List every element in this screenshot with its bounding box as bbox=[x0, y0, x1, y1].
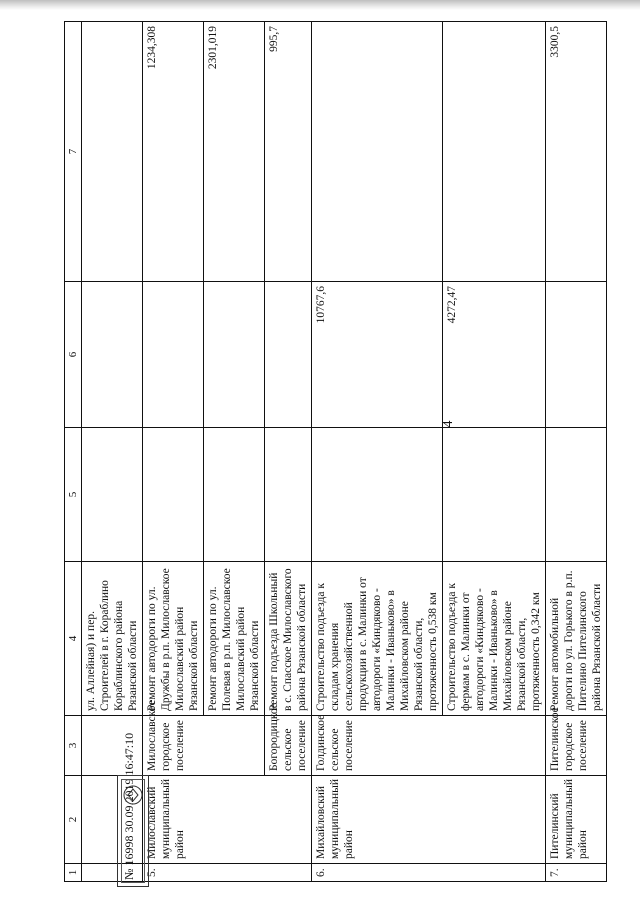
settlement-cell: Голдинское сельское поселение bbox=[312, 716, 546, 776]
value-col6 bbox=[82, 282, 143, 428]
row-number: 5. bbox=[143, 864, 312, 882]
object-cell: Ремонт автомобильной дороги по ул. Горького в р.п. Пителино Пителинского района Рязанской области bbox=[546, 562, 607, 716]
registry-number: № 16998 30.09.2019 16:47:10 bbox=[122, 732, 136, 880]
value-col6 bbox=[546, 282, 607, 428]
object-cell: Ремонт автодороги по ул. Полевая в р.п. Милославское Милославский район Рязанской области bbox=[204, 562, 265, 716]
settlement-cell: Милославское городское поселение bbox=[143, 716, 265, 776]
header-cell: 4 bbox=[65, 562, 82, 716]
table-row bbox=[265, 22, 312, 882]
value-col7 bbox=[312, 22, 443, 282]
table-rotator bbox=[64, 22, 604, 882]
row-number: 7. bbox=[546, 864, 607, 882]
header-cell: 7 bbox=[65, 22, 82, 282]
page-number: 4 bbox=[441, 420, 456, 428]
value-col6 bbox=[265, 282, 312, 428]
value-col7: 995,7 bbox=[265, 22, 312, 282]
value-col6 bbox=[204, 282, 265, 428]
district-cell: Михайловский муниципальный район bbox=[312, 776, 546, 864]
scan-edge bbox=[0, 0, 640, 10]
value-col7: 3300,5 bbox=[546, 22, 607, 282]
value-col5 bbox=[546, 428, 607, 562]
table-row bbox=[546, 22, 607, 882]
settlement-cell: Пителинское городское поселение bbox=[546, 716, 607, 776]
district-cell: Пителинский муниципальный район bbox=[546, 776, 607, 864]
value-col5 bbox=[312, 428, 443, 562]
header-cell: 5 bbox=[65, 428, 82, 562]
header-cell: 6 bbox=[65, 282, 82, 428]
data-table bbox=[64, 21, 607, 882]
object-cell: Строительство подъезда к фермам в с. Малинки от автодороги «Киндяково - Малинки - Иваньково» в Михайловском районе Рязанской области, протяженность 0,342 км bbox=[443, 562, 546, 716]
value-col7: 2301,019 bbox=[204, 22, 265, 282]
value-col5 bbox=[204, 428, 265, 562]
row-number: 6. bbox=[312, 864, 546, 882]
header-cell: 2 bbox=[65, 776, 82, 864]
value-col5 bbox=[443, 428, 546, 562]
table-row bbox=[312, 22, 443, 882]
table-area bbox=[64, 22, 604, 882]
value-col6 bbox=[143, 282, 204, 428]
value-col6: 10767,6 bbox=[312, 282, 443, 428]
value-col7 bbox=[443, 22, 546, 282]
table-row bbox=[143, 22, 204, 882]
settlement-cell: Богородицкое сельское поселение bbox=[265, 716, 312, 776]
value-col5 bbox=[143, 428, 204, 562]
object-cell: Строительство подъезда к складам хранения сельскохозяйственной продукции в с. Малинки от автодороги «Киндяково - Малинки - Иваньково» в Михайловском районе Рязанской области, протяженность 0,538 км bbox=[312, 562, 443, 716]
value-col5 bbox=[82, 428, 143, 562]
emblem-icon bbox=[122, 784, 144, 806]
object-cell: Ремонт подъезда Школьный в с. Спасское Милославского района Рязанской области bbox=[265, 562, 312, 716]
object-cell: Ремонт автодороги по ул. Дружбы в р.п. Милославское Милославский район Рязанской области bbox=[143, 562, 204, 716]
header-cell: 1 bbox=[65, 864, 82, 882]
value-col5 bbox=[265, 428, 312, 562]
district-cell: Милославский муниципальный район bbox=[143, 776, 312, 864]
value-col6: 4272,47 bbox=[443, 282, 546, 428]
document-stamp bbox=[117, 775, 149, 887]
header-cell: 3 bbox=[65, 716, 82, 776]
value-col7: 1234,308 bbox=[143, 22, 204, 282]
object-cell: ул. Аллейная) и пер. Строителей в г. Кораблино Кораблинского района Рязанской области bbox=[82, 562, 143, 716]
table-header-row bbox=[65, 22, 82, 882]
value-col7 bbox=[82, 22, 143, 282]
